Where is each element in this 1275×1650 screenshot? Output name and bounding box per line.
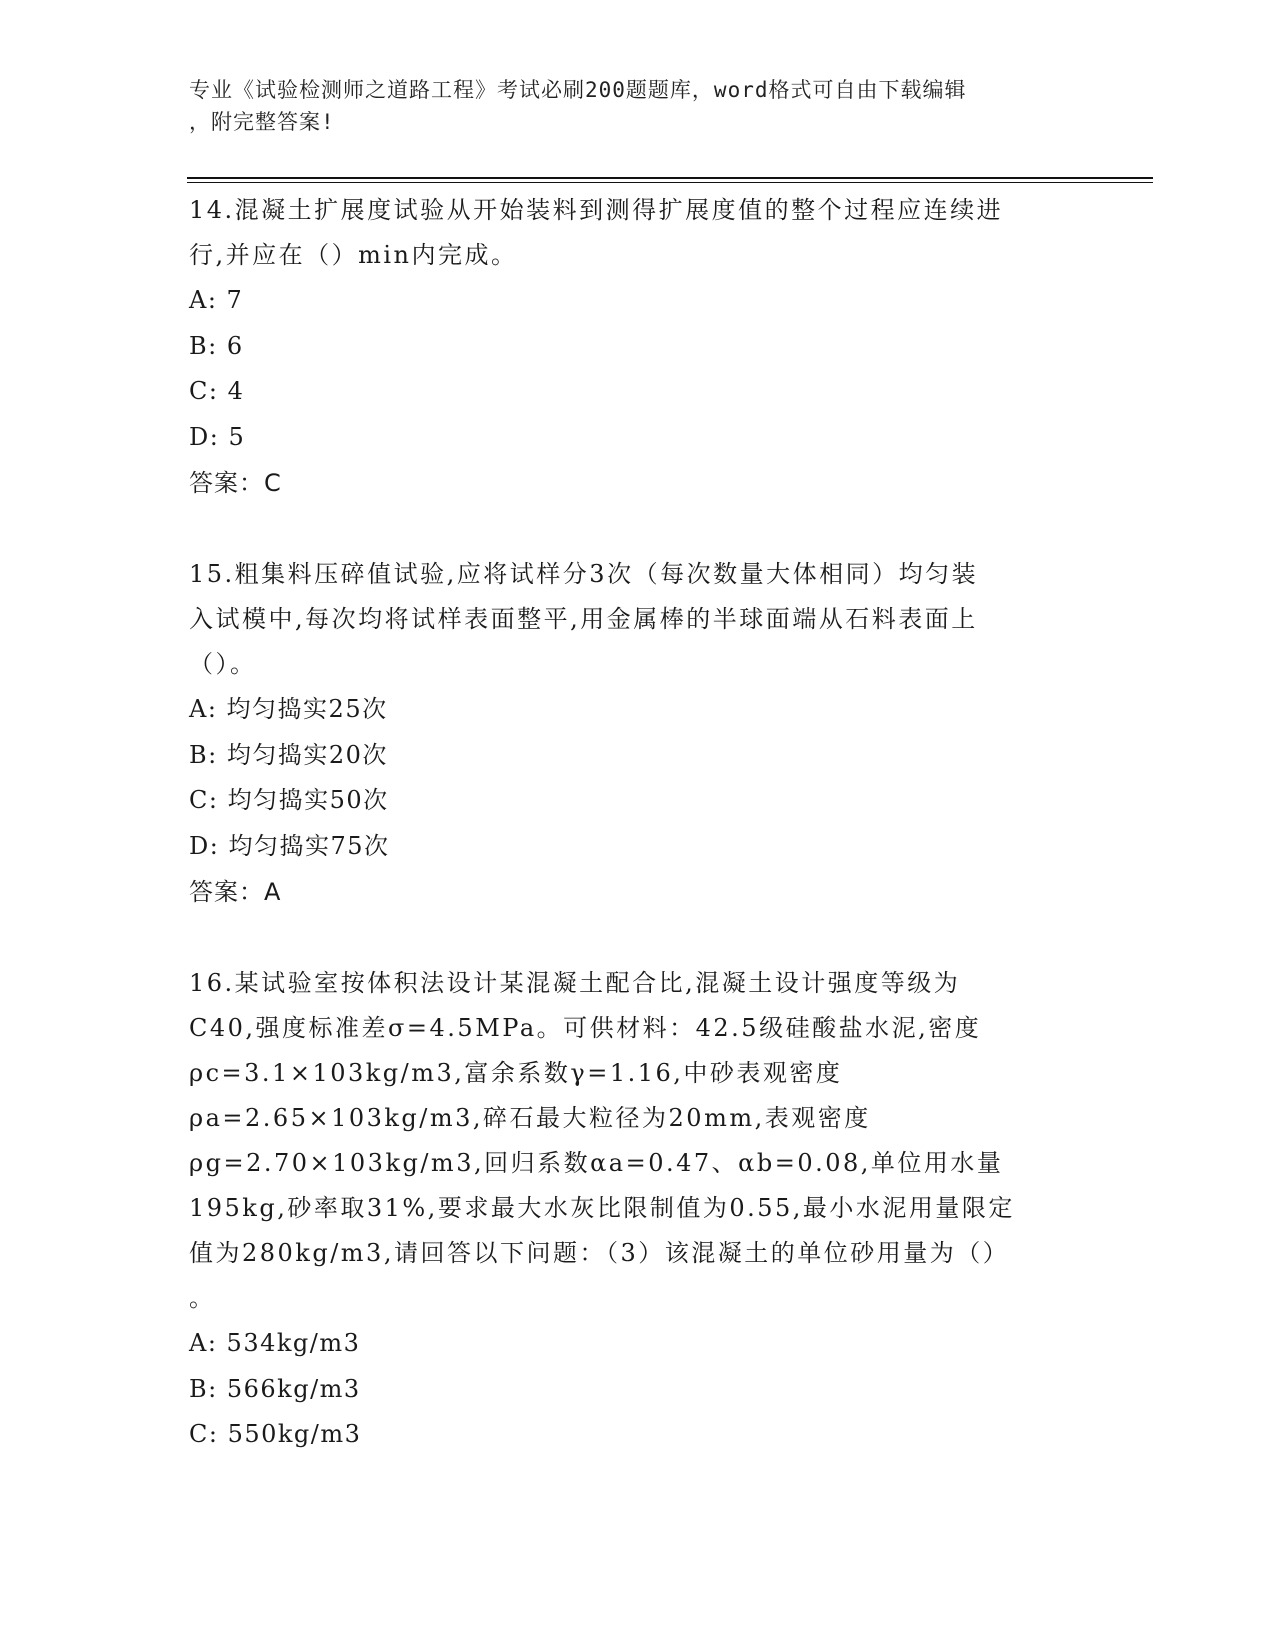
option-c: C: 550kg/m3 [189, 1420, 362, 1448]
option-c: C: 均匀捣实50次 [189, 786, 389, 814]
option-a: A: 均匀捣实25次 [189, 695, 388, 723]
question-stem-line: 15.粗集料压碎值试验,应将试样分3次（每次数量大体相同）均匀装 [189, 560, 979, 588]
question-stem-line: ρc=3.1×103kg/m3,富余系数γ=1.16,中砂表观密度 [189, 1059, 843, 1087]
header-title-line: 专业《试验检测师之道路工程》考试必刷200题题库，word格式可自由下载编辑 [189, 78, 967, 102]
question-stem [189, 552, 1089, 687]
question-stem-line: ρg=2.70×103kg/m3,回归系数αa=0.47、αb=0.08,单位用水量 [189, 1149, 1004, 1177]
question-stem [189, 961, 1089, 1321]
option-d: D: 均匀捣实75次 [189, 831, 390, 860]
question-stem-line: ρa=2.65×103kg/m3,碎石最大粒径为20mm,表观密度 [189, 1104, 871, 1132]
header-divider-thin [187, 182, 1153, 183]
question-stem-line: 16.某试验室按体积法设计某混凝土配合比,混凝土设计强度等级为 [189, 969, 961, 997]
question-stem-line: 值为280kg/m3,请回答以下问题：（3）该混凝土的单位砂用量为（） [189, 1239, 1010, 1267]
question-14 [189, 188, 1089, 506]
question-stem-line: 14.混凝土扩展度试验从开始装料到测得扩展度值的整个过程应连续进 [189, 196, 1004, 224]
question-16 [189, 961, 1089, 1458]
question-list [189, 188, 1089, 1458]
header-title-line-continued: ，附完整答案! [189, 110, 335, 134]
question-stem-line: （）。 [189, 650, 257, 678]
option-b: B: 6 [189, 331, 244, 360]
question-15 [189, 552, 1089, 915]
question-stem [189, 188, 1089, 278]
question-stem-line: C40,强度标准差σ=4.5MPa。可供材料：42.5级硅酸盐水泥,密度 [189, 1014, 982, 1042]
question-gap [189, 915, 1089, 961]
option-b: B: 均匀捣实20次 [189, 740, 388, 769]
option-b: B: 566kg/m3 [189, 1374, 361, 1403]
option-d: D: 5 [189, 422, 246, 451]
question-stem-line: 入试模中,每次均将试样表面整平,用金属棒的半球面端从石料表面上 [189, 605, 978, 633]
document-header [189, 74, 1089, 138]
answer-line: 答案：A [189, 878, 282, 906]
option-a: A: 534kg/m3 [189, 1329, 361, 1357]
option-a: A: 7 [189, 286, 244, 314]
question-stem-line: 195kg,砂率取31%,要求最大水灰比限制值为0.55,最小水泥用量限定 [189, 1194, 1015, 1222]
option-c: C: 4 [189, 377, 245, 405]
question-stem-line: 行,并应在（）min内完成。 [189, 241, 518, 269]
question-gap [189, 506, 1089, 552]
header-divider-thick [187, 177, 1153, 179]
answer-line: 答案：C [189, 469, 282, 497]
question-stem-line: 。 [189, 1284, 216, 1312]
